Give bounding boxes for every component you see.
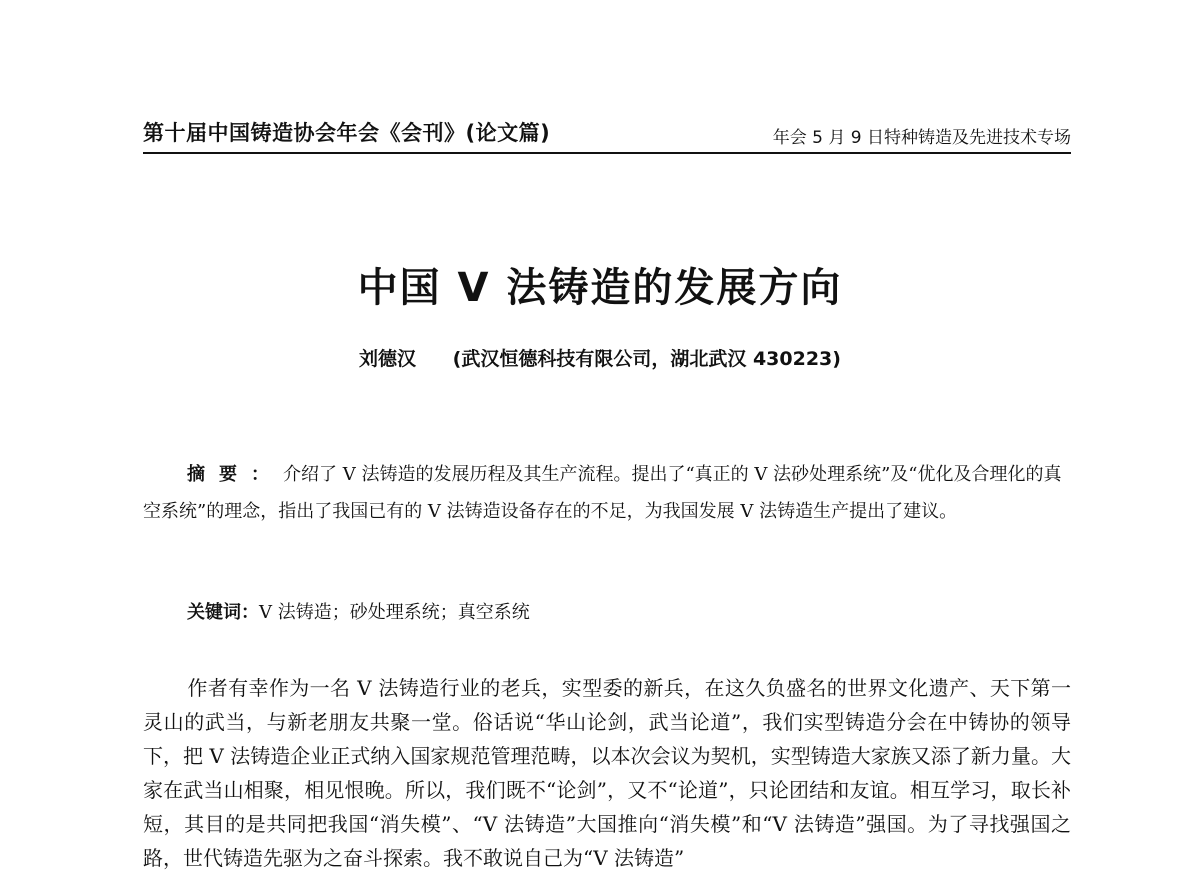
paper-title: 中国 V 法铸造的发展方向 <box>357 265 843 311</box>
author-name: 刘德汉 <box>359 348 417 370</box>
session-label: 年会 5 月 9 日特种铸造及先进技术专场 <box>772 128 1071 148</box>
abstract <box>143 456 1071 530</box>
author-affiliation: (武汉恒德科技有限公司，湖北武汉 430223) <box>452 348 841 370</box>
keywords <box>187 598 530 624</box>
body-paragraph-text: 作者有幸作为一名 V 法铸造行业的老兵，实型委的新兵，在这久负盛名的世界文化遗产、天下第一灵山的武当，与新老朋友共聚一堂。俗话说“华山论剑，武当论道”，我们实型铸造分会在中铸协的领导下，把 V 法铸造企业正式纳入国家规范管理范畴，以本次会议为契机，实型铸造大家族又添了新力量。大家在武当山相聚，相见恨晚。所以，我们既不“论剑”，又不“论道”，只论团结和友谊。相互学习，取长补短，其目的是共同把我国“消失模”、“V 法铸造”大国推向“消失模”和“V 法铸造”强国。为了寻找强国之路，世代铸造先驱为之奋斗探索。我不敢说自己为“V 法铸造” <box>143 676 1071 870</box>
keywords-label: 关键词： <box>187 602 259 623</box>
abstract-label: 摘要： <box>187 464 283 485</box>
author-line <box>0 344 1200 371</box>
abstract-text: 介绍了 V 法铸造的发展历程及其生产流程。提出了“真正的 V 法砂处理系统”及“优化及合理化的真空系统”的理念，指出了我国已有的 V 法铸造设备存在的不足，为我国发展 V 法铸造生产提出了建议。 <box>143 464 1062 522</box>
journal-title: 第十届中国铸造协会年会《会刊》(论文篇) <box>143 121 551 145</box>
body-paragraph <box>143 671 1071 870</box>
keywords-text: V 法铸造；砂处理系统；真空系统 <box>259 602 530 623</box>
running-header <box>143 117 1071 151</box>
header-divider <box>143 152 1071 154</box>
